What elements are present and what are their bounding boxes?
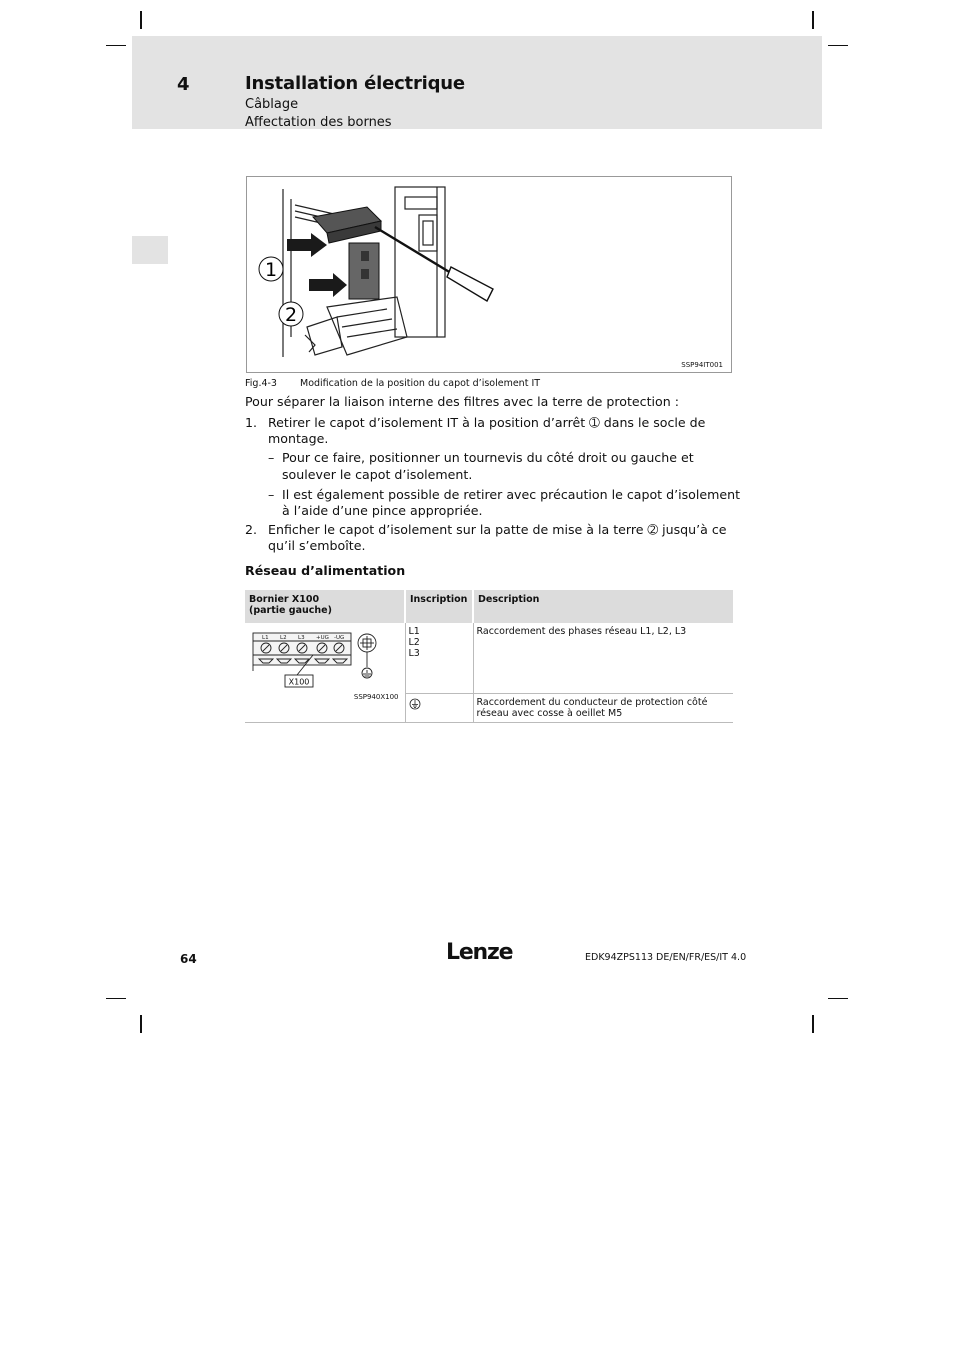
crop-mark [106, 998, 126, 999]
inscription-cell [405, 623, 473, 694]
table-header-row [245, 590, 733, 623]
earth-ground-icon [409, 698, 421, 710]
chapter-number: 4 [177, 74, 190, 95]
figure-label: Fig.4-3 [245, 378, 277, 389]
step-text: montage. [268, 431, 329, 446]
crop-mark [812, 1015, 814, 1033]
sub-bullet: – [268, 487, 275, 502]
header-text: (partie gauche) [249, 605, 332, 616]
description-cell [473, 694, 733, 723]
terminal-tag: X100 [288, 677, 310, 687]
terminal-code: SSP940X100 [353, 693, 399, 701]
inscription-text: L1 [408, 626, 420, 637]
chapter-title: Installation électrique [245, 73, 465, 94]
section-subtitle: Câblage [245, 97, 299, 112]
terminal-label: L2 [280, 635, 287, 641]
lenze-logo: Lenze [446, 940, 513, 965]
terminal-diagram-cell [245, 623, 405, 723]
figure-frame [246, 176, 732, 373]
crop-mark [106, 45, 126, 46]
terminal-x100-diagram [249, 629, 399, 693]
inscription-cell [405, 694, 473, 723]
side-tab-marker [132, 236, 168, 264]
terminal-label: L3 [298, 635, 305, 641]
description-cell: Raccordement des phases réseau L1, L2, L3 [473, 623, 733, 694]
sub-step-text: Pour ce faire, positionner un tournevis du côté droit ou gauche et [282, 450, 694, 465]
intro-text: Pour séparer la liaison interne des filtres avec la terre de protection : [245, 394, 679, 409]
crop-mark [140, 1015, 142, 1033]
figure-code: SSP94IT001 [681, 361, 723, 369]
crop-mark [828, 998, 848, 999]
header-text: Bornier X100 [249, 594, 320, 605]
table-header-cell: Description [473, 590, 733, 623]
callout-2: 2 [284, 304, 298, 326]
sub-step-text: à l’aide d’une pince appropriée. [282, 503, 483, 518]
figure-caption: Modification de la position du capot d’isolement IT [300, 378, 541, 389]
step-text: Enficher le capot d’isolement sur la patte de mise à la terre ➁ jusqu’à ce [268, 522, 727, 537]
inscription-text: L2 [408, 637, 420, 648]
step-number: 1. [245, 415, 258, 430]
document-reference: EDK94ZPS113 DE/EN/FR/ES/IT 4.0 [585, 952, 747, 963]
crop-mark [812, 11, 814, 29]
step-text: Retirer le capot d’isolement IT à la position d’arrêt ➀ dans le socle de [268, 415, 706, 430]
section-subtitle: Affectation des bornes [245, 115, 392, 130]
sub-step-text: soulever le capot d’isolement. [282, 467, 473, 482]
it-cover-illustration [247, 177, 733, 374]
terminal-table [245, 590, 733, 723]
terminal-label: +UG [316, 635, 329, 641]
description-text: réseau avec cosse à oeillet M5 [476, 708, 623, 719]
table-row [245, 623, 733, 694]
sub-step-text: Il est également possible de retirer avec précaution le capot d’isolement [282, 487, 741, 502]
header-band [132, 36, 822, 129]
table-header-cell [245, 590, 405, 623]
terminal-label: L1 [262, 635, 269, 641]
sub-bullet: – [268, 450, 275, 465]
crop-mark [140, 11, 142, 29]
callout-1: 1 [264, 259, 278, 281]
inscription-text: L3 [408, 648, 420, 659]
step-text: qu’il s’emboîte. [268, 538, 366, 553]
step-number: 2. [245, 522, 258, 537]
crop-mark [828, 45, 848, 46]
section-heading: Réseau d’alimentation [245, 563, 406, 578]
table-header-cell: Inscription [405, 590, 473, 623]
page-number: 64 [180, 952, 197, 966]
terminal-label: -UG [334, 635, 345, 641]
description-text: Raccordement du conducteur de protection côté [476, 697, 708, 708]
